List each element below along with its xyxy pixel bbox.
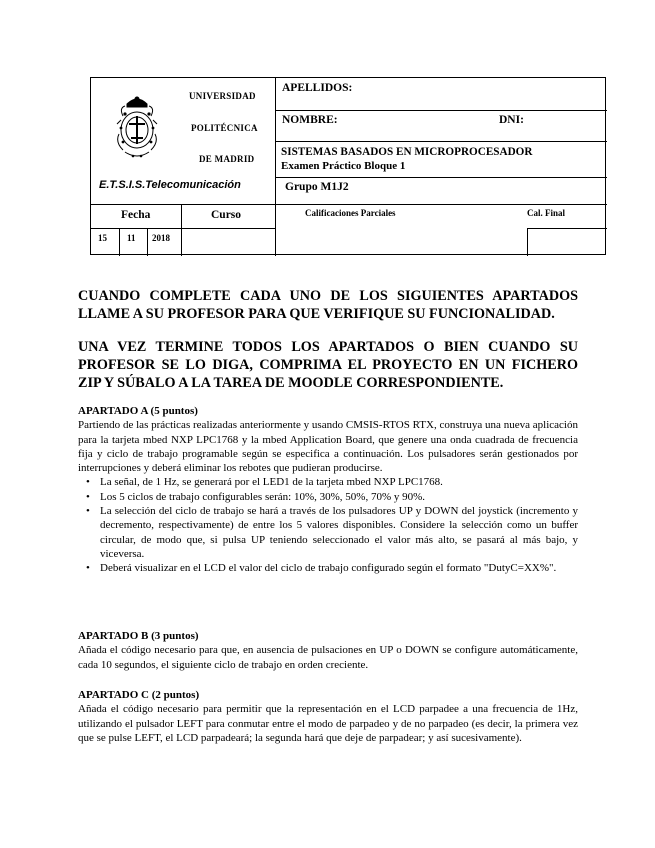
date-month: 11 (127, 233, 136, 243)
section-a-title: APARTADO A (5 puntos) (78, 405, 198, 417)
apellidos-label: APELLIDOS: (282, 82, 353, 94)
section-b-title: APARTADO B (3 puntos) (78, 630, 199, 642)
section-c (78, 688, 578, 745)
fecha-label: Fecha (121, 209, 151, 221)
instruction-paragraph-1: CUANDO COMPLETE CADA UNO DE LOS SIGUIENTES APARTADOS LLAME A SU PROFESOR PARA QUE VERIFIQUE SU FUNCIONALIDAD. (78, 288, 578, 322)
school-name: E.T.S.I.S.Telecomunicación (99, 179, 241, 191)
list-item: • La señal, de 1 Hz, se generará por el LED1 de la tarjeta mbed NXP LPC1768. (100, 475, 578, 489)
university-line-3: DE MADRID (199, 154, 255, 164)
nombre-label: NOMBRE: (282, 114, 338, 126)
section-a-bullets (78, 475, 578, 575)
section-c-body: Añada el código necesario para permitir que la representación en el LCD parpadee a una frecuencia de 1Hz, utilizando el pulsador LEFT para conmutar entre el modo de parpadeo y de no parpadeo (es decir, la primera vez que se pulse LEFT, el LCD parpadeará; la segunda hará que deje de parpadear; y así sucesivamente). (78, 703, 578, 744)
date-day: 15 (98, 233, 107, 243)
university-crest-icon (113, 94, 161, 162)
course-title: SISTEMAS BASADOS EN MICROPROCESADOR (281, 146, 533, 158)
section-a (78, 404, 578, 576)
group-label: Grupo M1J2 (285, 181, 349, 193)
university-line-1: UNIVERSIDAD (189, 91, 256, 101)
curso-label: Curso (211, 209, 242, 221)
dni-label: DNI: (499, 114, 524, 126)
section-a-intro: Partiendo de las prácticas realizadas anteriormente y usando CMSIS-RTOS RTX, construya una nueva aplicación para la tarjeta mbed NXP LPC1768 y la mbed Application Board, que genere una onda cuadrada de frecuencia fija y ciclo de trabajo programable según se especifica a continuación. Los pulsadores serán gestionados por interrupciones y deberá eliminar los rebotes que pudieran producirse. (78, 419, 578, 475)
calificaciones-label: Calificaciones Parciales (305, 208, 396, 218)
section-c-title: APARTADO C (2 puntos) (78, 689, 200, 701)
instruction-paragraph-2: UNA VEZ TERMINE TODOS LOS APARTADOS O BIEN CUANDO SU PROFESOR SE LO DIGA, COMPRIMA EL PROYECTO EN UN FICHERO ZIP Y SÚBALO A LA TAREA DE MOODLE CORRESPONDIENTE. (78, 339, 578, 391)
section-b (78, 629, 578, 672)
list-item: • La selección del ciclo de trabajo se hará a través de los pulsadores UP y DOWN del joystick (incremento y decremento, respectivamente) de entre los 5 valores disponibles. Considere la selección como un buffer circular, de modo que, si pulsa UP teniendo seleccionado el valor más alto, se pasará al más bajo, y viceversa. (100, 504, 578, 561)
cal-final-label: Cal. Final (527, 208, 566, 218)
exam-header (90, 77, 606, 255)
section-b-body: Añada el código necesario para que, en ausencia de pulsaciones en UP o DOWN se configure automáticamente, cada 10 segundos, el siguiente ciclo de trabajo en orden creciente. (78, 644, 578, 671)
university-line-2: POLITÉCNICA (191, 123, 258, 133)
date-year: 2018 (152, 233, 170, 243)
list-item: • Los 5 ciclos de trabajo configurables serán: 10%, 30%, 50%, 70% y 90%. (100, 490, 578, 504)
list-item: • Deberá visualizar en el LCD el valor del ciclo de trabajo configurado según el formato "DutyC=XX%". (100, 561, 578, 575)
exam-title: Examen Práctico Bloque 1 (281, 160, 406, 172)
